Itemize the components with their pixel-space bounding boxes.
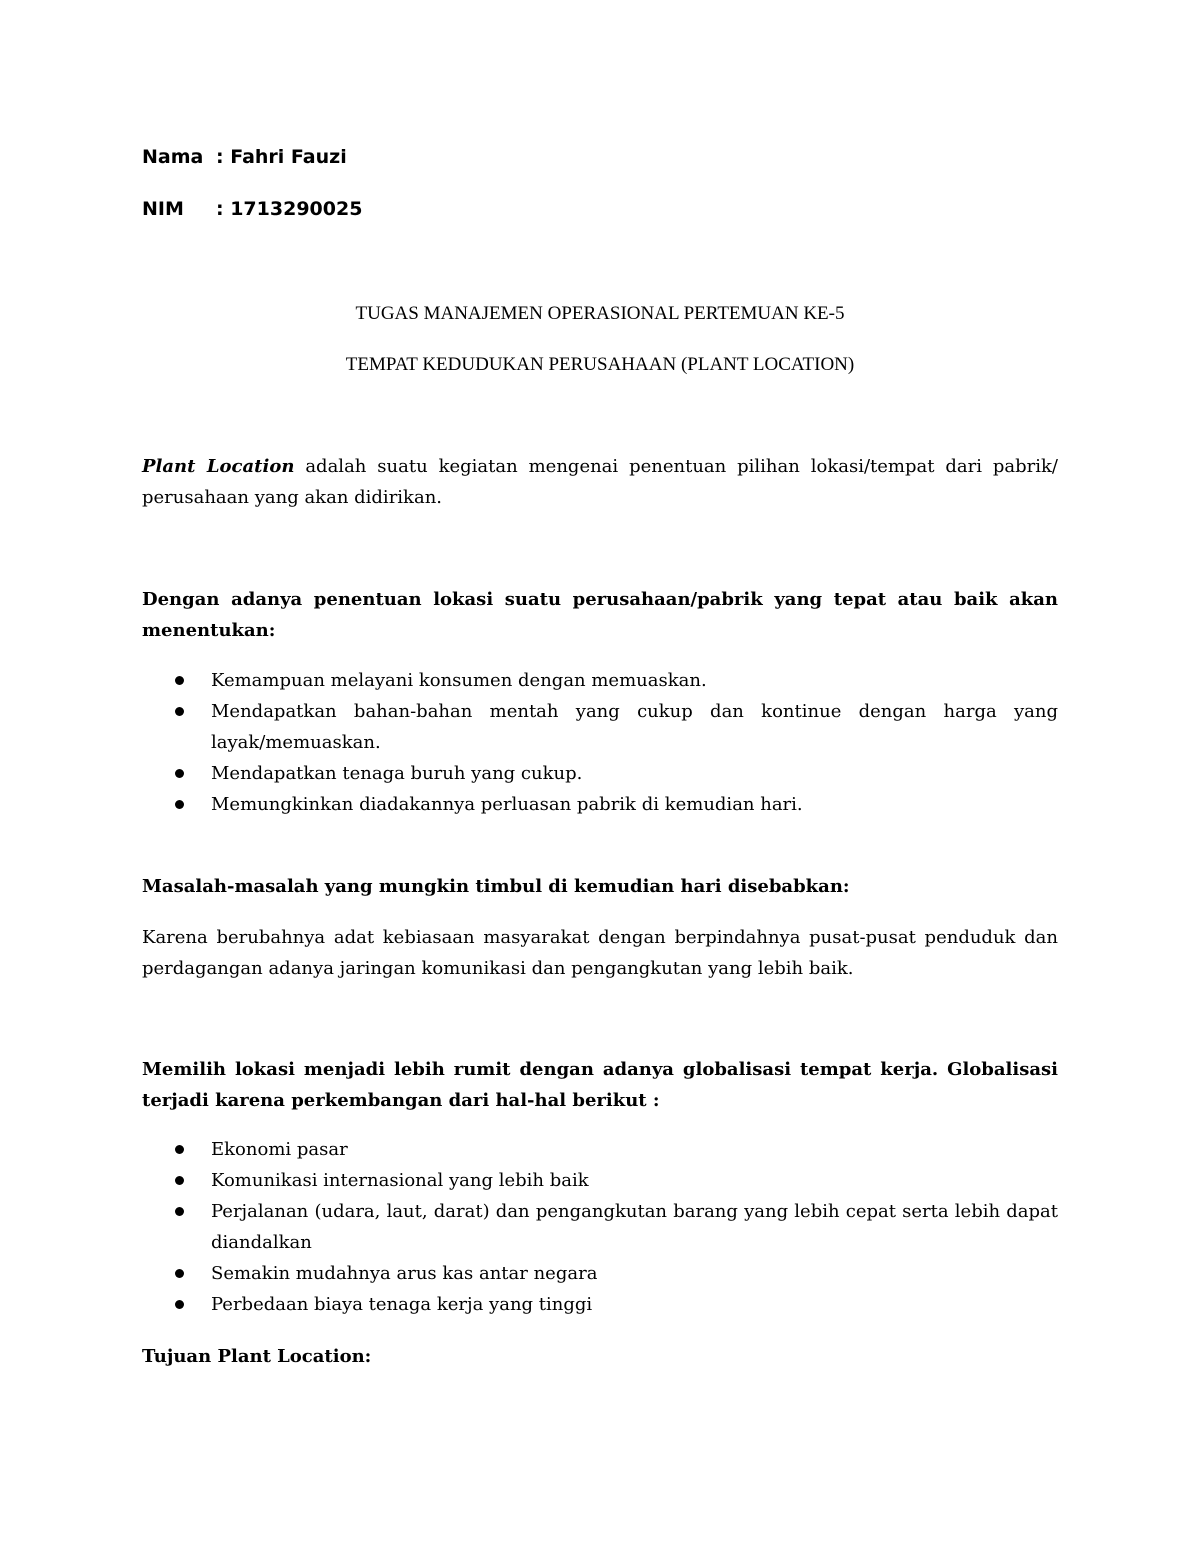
name-row	[142, 144, 347, 170]
list-item-text: Mendapatkan bahan-bahan mentah yang cukup dan kontinue dengan harga yang layak/memuaskan.	[211, 701, 1058, 753]
list-item-text: Komunikasi internasional yang lebih baik	[211, 1170, 589, 1191]
list-item-text: Perbedaan biaya tenaga kerja yang tinggi	[211, 1294, 593, 1315]
bullet-list-globalisasi	[142, 1134, 1058, 1320]
section-heading-masalah: Masalah-masalah yang mungkin timbul di kemudian hari disebabkan:	[142, 876, 850, 897]
list-item	[142, 1289, 1058, 1320]
definition-text: adalah suatu kegiatan mengenai penentuan pilihan lokasi/tempat dari pabrik/ perusahaan yang akan didirikan.	[142, 456, 1059, 508]
list-item-text: Perjalanan (udara, laut, darat) dan pengangkutan barang yang lebih cepat serta lebih dapat diandalkan	[211, 1201, 1058, 1253]
bullet-list-penentuan	[142, 665, 1058, 820]
list-item	[142, 758, 1058, 789]
document-subtitle: TEMPAT KEDUDUKAN PERUSAHAAN (PLANT LOCATION)	[345, 354, 855, 375]
bullet-icon	[175, 1269, 184, 1278]
list-item-text: Ekonomi pasar	[211, 1139, 348, 1160]
bullet-icon	[175, 1145, 184, 1154]
list-item	[142, 1258, 1058, 1289]
bullet-icon	[175, 1176, 184, 1185]
definition-term: Plant Location	[142, 456, 295, 477]
list-item	[142, 665, 1058, 696]
section-heading-penentuan: Dengan adanya penentuan lokasi suatu perusahaan/pabrik yang tepat atau baik akan menentukan:	[142, 589, 1058, 641]
name-label: Nama	[142, 146, 204, 168]
name-value: : Fahri Fauzi	[216, 146, 347, 168]
bullet-icon	[175, 1207, 184, 1216]
list-item	[142, 1165, 1058, 1196]
list-item-text: Memungkinkan diadakannya perluasan pabrik di kemudian hari.	[211, 794, 803, 815]
list-item-text: Kemampuan melayani konsumen dengan memuaskan.	[211, 670, 707, 691]
list-item	[142, 789, 1058, 820]
masalah-paragraph: Karena berubahnya adat kebiasaan masyarakat dengan berpindahnya pusat-pusat penduduk dan perdagangan adanya jaringan komunikasi dan pengangkutan yang lebih baik.	[142, 927, 1058, 979]
bullet-icon	[175, 769, 184, 778]
list-item	[142, 696, 1058, 758]
definition-paragraph	[142, 451, 1058, 513]
bullet-icon	[175, 676, 184, 685]
nim-label: NIM	[142, 198, 184, 220]
list-item-text: Mendapatkan tenaga buruh yang cukup.	[211, 763, 583, 784]
document-title: TUGAS MANAJEMEN OPERASIONAL PERTEMUAN KE-5	[355, 303, 845, 324]
bullet-icon	[175, 1300, 184, 1309]
section-heading-tujuan: Tujuan Plant Location:	[142, 1346, 372, 1367]
nim-row	[142, 196, 362, 222]
bullet-icon	[175, 707, 184, 716]
nim-value: : 1713290025	[216, 198, 363, 220]
list-item	[142, 1134, 1058, 1165]
section-heading-globalisasi: Memilih lokasi menjadi lebih rumit dengan adanya globalisasi tempat kerja. Globalisasi terjadi karena perkembangan dari hal-hal berikut :	[142, 1059, 1058, 1111]
list-item	[142, 1196, 1058, 1258]
list-item-text: Semakin mudahnya arus kas antar negara	[211, 1263, 598, 1284]
bullet-icon	[175, 800, 184, 809]
